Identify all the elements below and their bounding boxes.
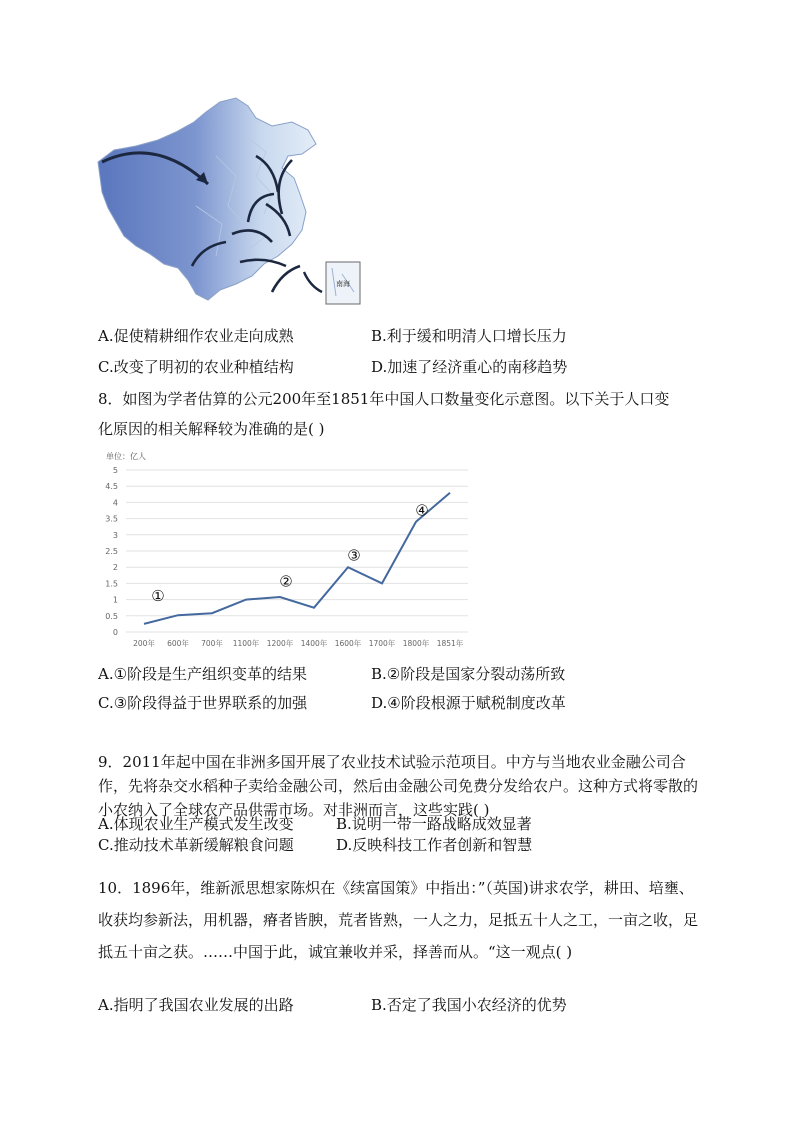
- q7-option-c[interactable]: C.改变了明初的农业种植结构: [98, 358, 294, 376]
- q7-option-d[interactable]: D.加速了经济重心的南移趋势: [371, 358, 568, 376]
- chart-y-ticks: [105, 466, 118, 637]
- q7-option-a[interactable]: A.促使精耕细作农业走向成熟: [98, 327, 294, 345]
- x-tick-label: 1100年: [232, 639, 260, 648]
- migration-arrow: [272, 266, 300, 292]
- x-tick-label: 1851年: [436, 639, 464, 648]
- x-tick-label: 600年: [167, 639, 189, 648]
- q8-option-c[interactable]: C.③阶段得益于世界联系的加强: [98, 694, 308, 712]
- q9-option-b[interactable]: B.说明一带一路战略成效显著: [336, 815, 532, 833]
- chart-unit-label: 单位：亿人: [106, 452, 146, 461]
- q9-option-d[interactable]: D.反映科技工作者创新和智慧: [336, 836, 533, 854]
- chart-grid: [126, 470, 468, 632]
- x-tick-label: 1200年: [266, 639, 294, 648]
- chart-svg: [96, 446, 476, 661]
- stage-marker: ③: [347, 546, 361, 565]
- q9-option-c[interactable]: C.推动技术革新缓解粮食问题: [98, 836, 294, 854]
- y-tick-label: 2: [112, 563, 118, 573]
- q10-stem: 10．1896年，维新派思想家陈炽在《续富国策》中指出：”（英国)讲求农学，耕田、培壅、收获均参新法，用机器，瘠者皆腴，荒者皆熟，一人之力，足抵五十人之工，一亩之收，足抵五十亩之获。……中国于此，诚宜兼收并采，择善而从。“这一观点( ): [98, 879, 699, 961]
- y-tick-label: 4: [112, 498, 118, 508]
- stage-marker: ②: [279, 572, 293, 591]
- stage-marker: ④: [415, 501, 429, 520]
- map-graphic: [96, 96, 362, 306]
- x-tick-label: 1600年: [334, 639, 362, 648]
- x-tick-label: 1800年: [402, 639, 430, 648]
- q8-option-b[interactable]: B.②阶段是国家分裂动荡所致: [371, 665, 566, 683]
- stage-marker: ①: [151, 587, 165, 606]
- y-tick-label: 3.5: [105, 514, 118, 524]
- x-tick-label: 200年: [133, 639, 155, 648]
- china-outline: [98, 98, 316, 300]
- y-tick-label: 1: [112, 595, 118, 605]
- q8-stem-line1: 8．如图为学者估算的公元200年至1851年中国人口数量变化示意图。以下关于人口变: [98, 390, 670, 408]
- y-tick-label: 0: [112, 628, 118, 637]
- population-line-chart: [96, 446, 476, 661]
- q8-option-d[interactable]: D.④阶段根源于赋税制度改革: [371, 694, 566, 712]
- migration-arrow: [304, 272, 322, 292]
- q7-option-b[interactable]: B.利于缓和明清人口增长压力: [371, 327, 567, 345]
- chart-x-ticks: [133, 638, 464, 648]
- q9-stem: 9．2011年起中国在非洲多国开展了农业技术试验示范项目。中方与当地农业金融公司合作，先将杂交水稻种子卖给金融公司，然后由金融公司免费分发给农户。这种方式将零散的小农纳入了全球农产品供需市场。对非洲而言，这些实践( ): [98, 753, 699, 819]
- y-tick-label: 5: [112, 466, 118, 475]
- y-tick-label: 2.5: [105, 547, 118, 556]
- chart-annotations: [151, 501, 428, 605]
- q10-option-b[interactable]: B.否定了我国小农经济的优势: [371, 996, 567, 1014]
- q8-option-a[interactable]: A.①阶段是生产组织变革的结果: [98, 665, 308, 683]
- y-tick-label: 3: [112, 530, 118, 540]
- q9-option-a[interactable]: A.体现农业生产模式发生改变: [98, 815, 294, 833]
- x-tick-label: 1400年: [300, 639, 328, 648]
- q8-stem-line2: 化原因的相关解释较为准确的是( ): [98, 420, 325, 438]
- x-tick-label: 1700年: [368, 639, 396, 648]
- x-tick-label: 700年: [201, 639, 223, 648]
- y-tick-label: 1.5: [105, 579, 118, 589]
- q10-option-a[interactable]: A.指明了我国农业发展的出路: [98, 996, 294, 1014]
- y-tick-label: 4.5: [105, 482, 118, 492]
- y-tick-label: 0.5: [105, 611, 118, 621]
- inset-label: 南海: [336, 280, 350, 288]
- population-series-line: [144, 493, 450, 624]
- china-migration-map: [96, 96, 362, 306]
